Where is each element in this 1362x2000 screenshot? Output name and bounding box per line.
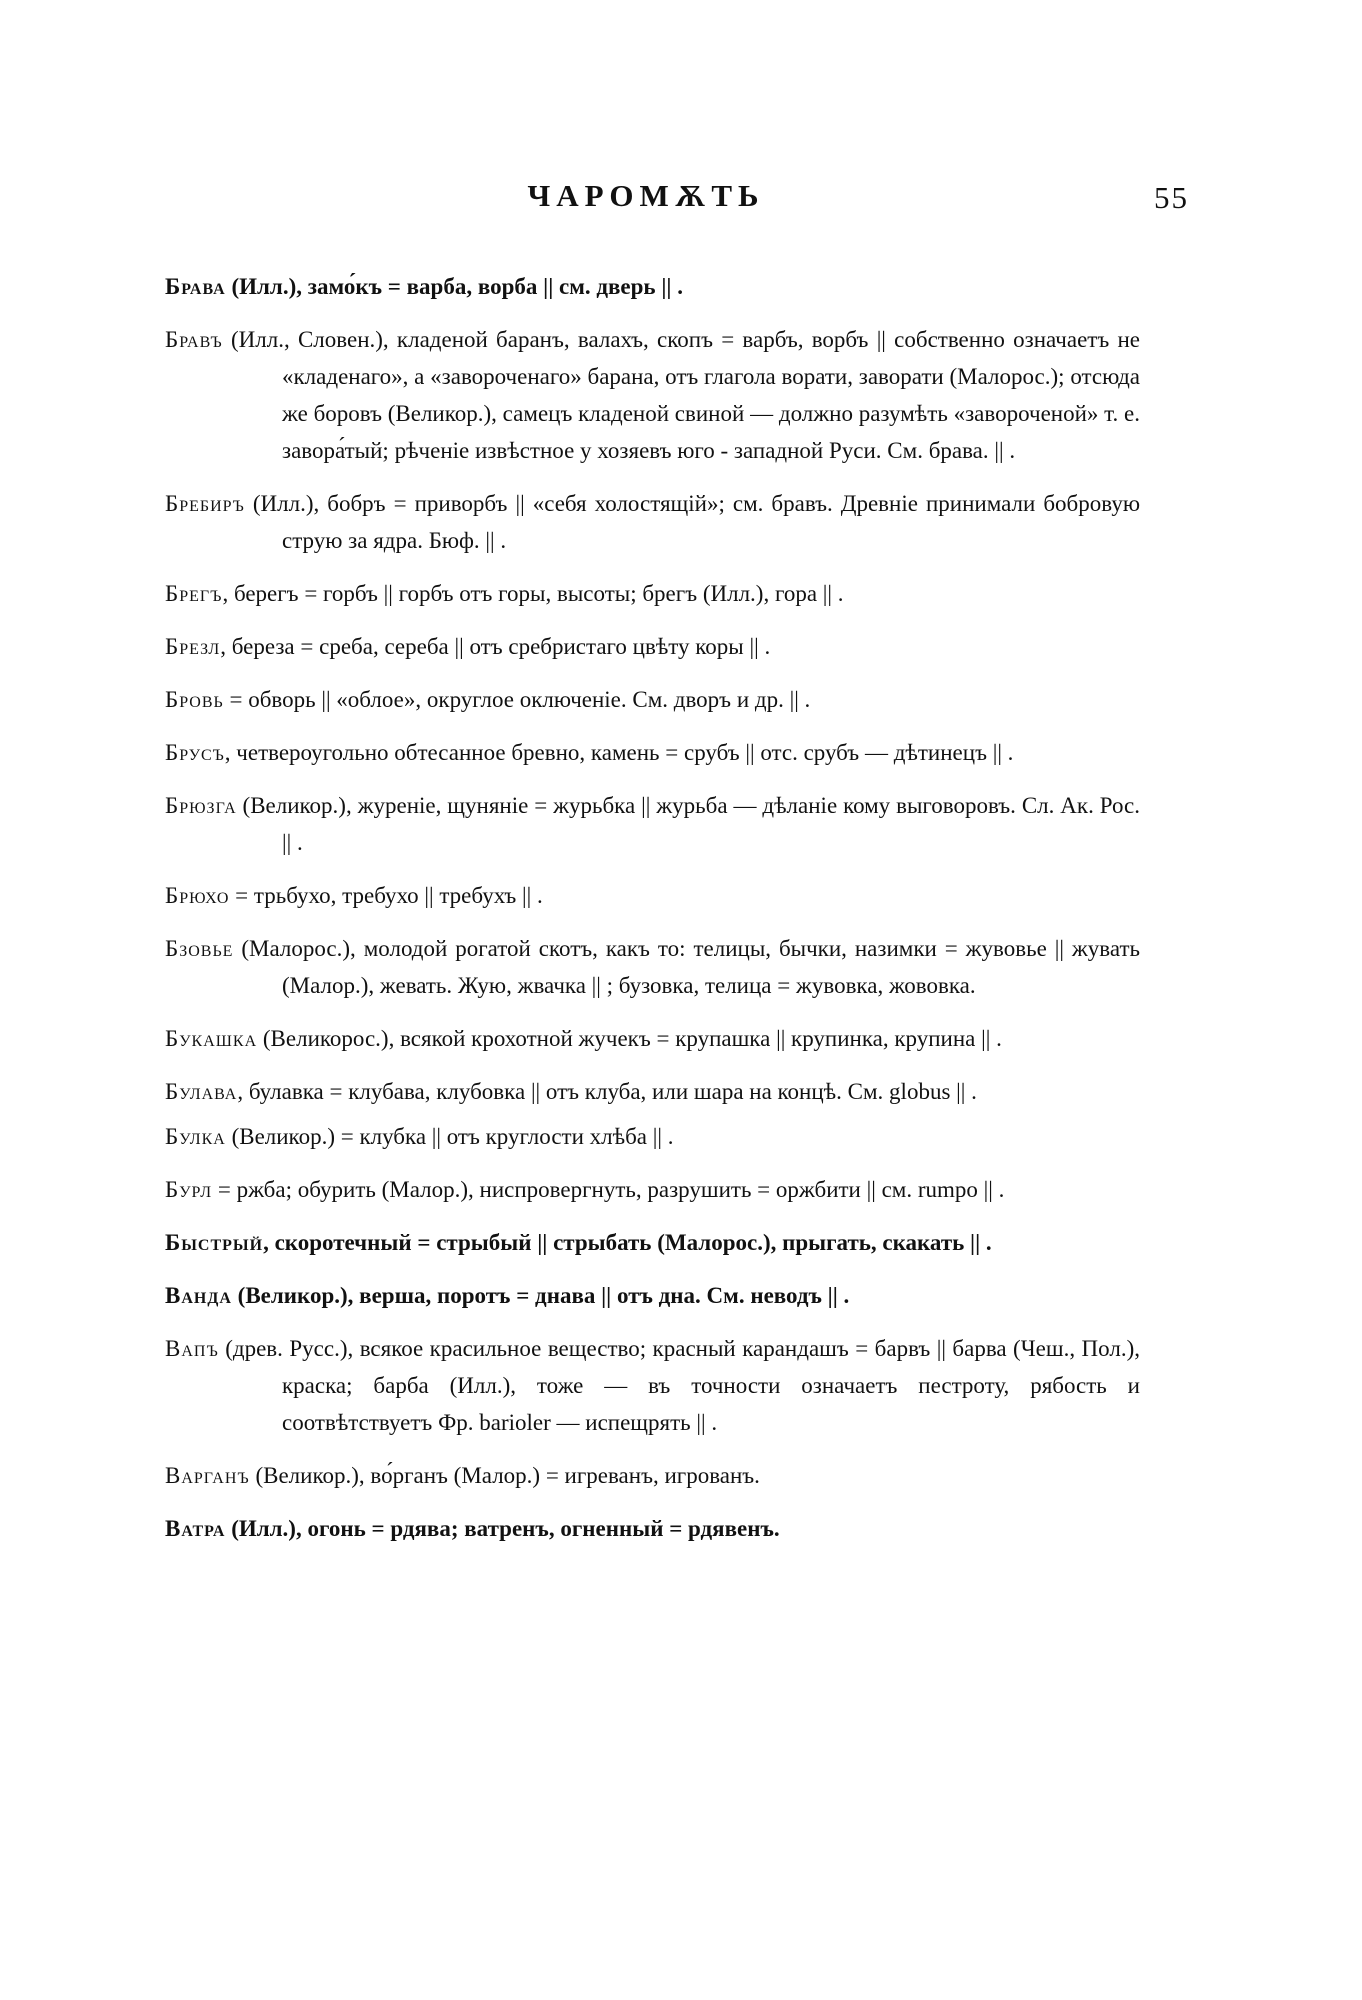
dictionary-entry — [165, 930, 1140, 1004]
entry-headword: Брусъ — [165, 740, 225, 765]
entry-text: (Великорос.), всякой крохотной жучекъ = крупашка || крупинка, крупина || . — [257, 1026, 1002, 1051]
entry-text: (Великор.), верша, поротъ = днава || отъ дна. См. неводъ || . — [231, 1283, 850, 1308]
dictionary-entry — [165, 1330, 1140, 1441]
dictionary-entry — [165, 1277, 1140, 1314]
page-number: 55 — [1154, 180, 1189, 215]
entry-text: , берегъ = горбъ || горбъ отъ горы, высоты; брегъ (Илл.), гора || . — [222, 581, 844, 606]
dictionary-entry — [165, 1224, 1140, 1261]
entry-headword: Брава — [165, 274, 226, 299]
dictionary-entry — [165, 1073, 1140, 1110]
entry-text: (древ. Русс.), всякое красильное вещество; красный карандашъ = барвъ || барва (Чеш., Пол.), краска; барба (Илл.), тоже — въ точности означаетъ пестроту, рябость и соотвѣтствуетъ Фр. barioler — испещрять || . — [218, 1336, 1140, 1435]
entry-text: = обворь || «облое», округлое оключеніе. См. дворъ и др. || . — [223, 687, 811, 712]
dictionary-entry — [165, 1457, 1140, 1494]
entry-headword: Вапъ — [165, 1336, 219, 1361]
entry-text: (Илл.), бобръ = приворбъ || «себя холостящій»; см. бравъ. Древніе принимали бобровую струю за ядра. Бюф. || . — [244, 491, 1140, 553]
entry-headword: Булава — [165, 1079, 238, 1104]
entry-text: , булавка = клубава, клубовка || отъ клуба, или шара на концѣ. См. globus || . — [237, 1079, 977, 1104]
entry-headword: Бравъ — [165, 327, 223, 352]
dictionary-entry — [165, 1171, 1140, 1208]
entry-text: (Великор.), во́рганъ (Малор.) = игреванъ, игрованъ. — [249, 1463, 760, 1488]
entry-headword: Брегъ — [165, 581, 223, 606]
dictionary-entry — [165, 575, 1140, 612]
entry-text: (Илл.), огонь = рдява; ватренъ, огненный = рдявенъ. — [225, 1516, 780, 1541]
entry-text: (Илл.), замо́къ = варба, ворба || см. дверь || . — [225, 274, 683, 299]
entry-headword: Брезл — [165, 634, 221, 659]
entry-headword: Бровь — [165, 687, 224, 712]
entry-text: = трьбухо, требухо || требухъ || . — [229, 883, 543, 908]
entry-headword: Бребиръ — [165, 491, 245, 516]
entry-headword: Булка — [165, 1124, 226, 1149]
dictionary-entry — [165, 681, 1140, 718]
dictionary-entry — [165, 734, 1140, 771]
entry-text: (Малорос.), молодой рогатой скотъ, какъ то: телицы, бычки, назимки = жувовье || жувать (Малор.), жевать. Жую, жвачка || ; бузовка, телица = жувовка, жововка. — [233, 936, 1140, 998]
entry-headword: Ванда — [165, 1283, 232, 1308]
entry-text: (Великор.) = клубка || отъ круглости хлѣба || . — [225, 1124, 674, 1149]
entry-text: , скоротечный = стрыбый || стрыбать (Малорос.), прыгать, скакать || . — [263, 1230, 992, 1255]
dictionary-entries — [165, 268, 1140, 1563]
entry-headword: Бзовье — [165, 936, 234, 961]
dictionary-entry — [165, 628, 1140, 665]
dictionary-entry — [165, 877, 1140, 914]
entry-headword: Быстрый — [165, 1230, 264, 1255]
dictionary-entry — [165, 1118, 1140, 1155]
dictionary-entry — [165, 787, 1140, 861]
entry-text: = ржба; обурить (Малор.), ниспровергнуть, разрушить = оржбити || см. rumpo || . — [212, 1177, 1005, 1202]
entry-headword: Бурл — [165, 1177, 213, 1202]
entry-text: , береза = среба, сереба || отъ сребристаго цвѣту коры || . — [220, 634, 771, 659]
running-head — [165, 178, 1189, 228]
dictionary-entry — [165, 1510, 1140, 1547]
entry-headword: Букашка — [165, 1026, 258, 1051]
dictionary-entry — [165, 268, 1140, 305]
entry-headword: Брюхо — [165, 883, 230, 908]
entry-headword: Ватра — [165, 1516, 226, 1541]
dictionary-entry — [165, 321, 1140, 469]
entry-headword: Варганъ — [165, 1463, 250, 1488]
dictionary-entry — [165, 1020, 1140, 1057]
entry-text: , четвероугольно обтесанное бревно, камень = срубъ || отс. срубъ — дѣтинецъ || . — [224, 740, 1014, 765]
entry-headword: Брюзга — [165, 793, 237, 818]
running-title: ЧАРОМѪТЬ — [527, 178, 765, 213]
entry-text: (Илл., Словен.), кладеной баранъ, валахъ, скопъ = варбъ, ворбъ || собственно означаетъ не «кладенаго», а «завороченаго» барана, отъ глагола ворати, заворати (Малорос.); отсюда же боровъ (Великор.), самецъ кладеной свиной — должно разумѣть «завороченой» т. е. завора́тый; рѣченіе извѣстное у хозяевъ юго - западной Руси. См. брава. || . — [222, 327, 1140, 463]
entry-text: (Великор.), журеніе, щуняніе = журьбка || журьба — дѣланіе кому выговоровъ. Сл. Ак. Рос. || . — [236, 793, 1140, 855]
dictionary-entry — [165, 485, 1140, 559]
